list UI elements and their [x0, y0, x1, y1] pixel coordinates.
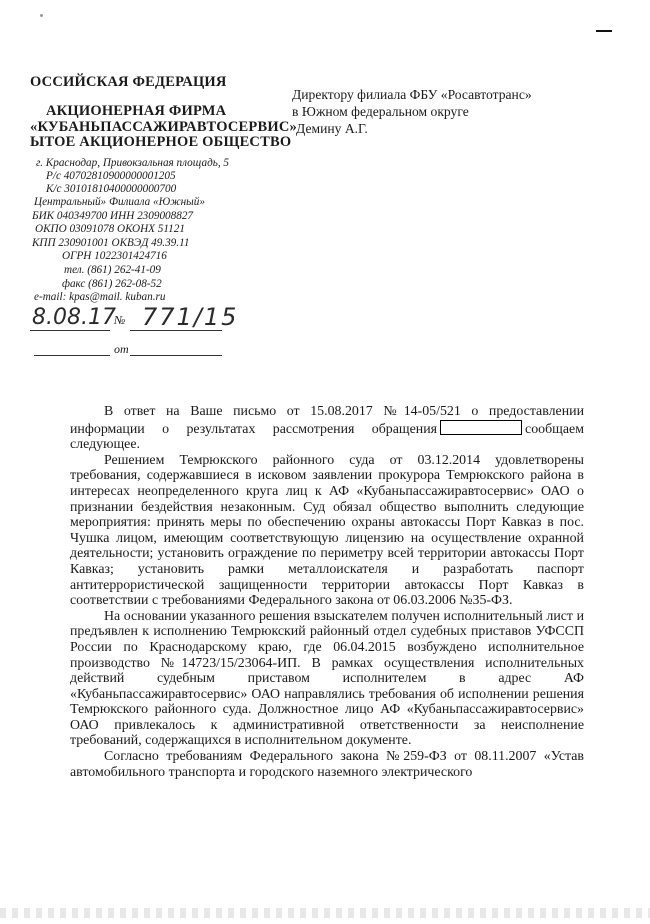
- letterhead-firm-line3: ЫТОЕ АКЦИОНЕРНОЕ ОБЩЕСТВО: [30, 134, 292, 150]
- number-sign: №: [114, 313, 126, 327]
- letterhead-firm-name: «КУБАНЬПАССАЖИРАВТОСЕРВИС»: [30, 119, 297, 135]
- on-label: от: [114, 342, 129, 356]
- requisite-address: г. Краснодар, Привокзальная площадь, 5: [36, 157, 230, 169]
- requisite-email: e-mail: kpas@mail. kuban.ru: [34, 291, 166, 303]
- scan-speck: [40, 14, 43, 17]
- outgoing-number: 771/15: [142, 303, 239, 331]
- letter-body: [70, 404, 584, 780]
- letterhead-country: ОССИЙСКАЯ ФЕДЕРАЦИЯ: [30, 74, 227, 90]
- paragraph-4: Согласно требованиям Федерального закона №259-ФЗ от 08.11.2007 «Устав автомобильного транспорта и городского наземного электрического: [70, 749, 584, 780]
- date-underline: [30, 330, 110, 331]
- requisite-phone: тел. (861) 262-41-09: [64, 264, 161, 276]
- redacted-box: [440, 420, 522, 435]
- letterhead-firm-line1: АКЦИОНЕРНАЯ ФИРМА: [46, 103, 227, 119]
- paragraph-3: На основании указанного решения взыскателем получен исполнительный лист и предъявлен к исполнению Темрюкский районный отдел судебных приставов УФССП России по Краснодарскому краю, где 06.04.2015 возбуждено исполнительное производство №14723/15/23064-ИП. В рамках осуществления исполнительных действий судебным приставом исполнителем в адрес АФ «Кубаньпассажиравтосервис» ОАО направлялись требования об исполнении решения Темрюкского районного суда. Должностное лицо АФ «Кубаньпассажиравтосервис» ОАО привлекалось к административной ответственности за неисполнение требований, содержащихся в исполнительном документе.: [70, 608, 584, 749]
- requisite-okpo: ОКПО 03091078 ОКОНХ 51121: [35, 223, 185, 235]
- requisite-bik-inn: БИК 040349700 ИНН 2309008827: [32, 210, 194, 222]
- requisite-fax: факс (861) 262-08-52: [62, 278, 162, 290]
- addressee-name: Демину А.Г.: [296, 121, 368, 136]
- addressee-district: в Южном федеральном округе: [292, 104, 469, 119]
- scan-bottom-edge: [0, 908, 650, 918]
- requisite-ogrn: ОГРН 1022301424716: [62, 250, 167, 262]
- outgoing-date: 8.08.17: [32, 305, 116, 330]
- addressee-position: Директору филиала ФБУ «Росавтотранс»: [292, 87, 532, 102]
- paragraph-1-text-end: сообщаем следующее.: [70, 421, 584, 453]
- reference-date-line: [130, 355, 222, 356]
- reference-number-line: [34, 355, 110, 356]
- paragraph-2: Решением Темрюкского районного суда от 03.12.2014 удовлетворены требования, содержавшиеся в исковом заявлении прокурора Темрюкского района в интересах неопределенного круга лиц к АФ «Кубаньпассажиравтосервис» ОАО о признании бездействия незаконным. Суд обязал общество выполнить следующие мероприятия: принять меры по обеспечению охраны автокассы Порт Кавказ в пос. Чушка лицом, имеющим соответствующую лицензию на осуществление охранной деятельности; установить ограждение по периметру всей территории автокассы Порт Кавказ; установить рамки металлоискателя и разработать паспорт антитеррористической защищенности территории автокассы Порт Кавказ в соответствии с требованиями Федерального закона от 06.03.2006 №35-ФЗ.: [70, 452, 584, 609]
- requisite-account: Р/с 40702810900000001205: [46, 170, 176, 182]
- requisite-branch: Центральный» Филиала «Южный»: [34, 196, 205, 208]
- corner-dash-mark: [596, 30, 612, 32]
- paragraph-1: [70, 404, 584, 453]
- requisite-kpp: КПП 230901001 ОКВЭД 49.39.11: [32, 237, 190, 249]
- paragraph-1-text: В ответ на Ваше письмо от 15.08.2017 №14-05/521 о предоставлении информации о результатах рассмотрения обращения: [70, 404, 584, 437]
- number-underline: [130, 330, 222, 331]
- requisite-corr-account: К/с 30101810400000000700: [46, 183, 177, 195]
